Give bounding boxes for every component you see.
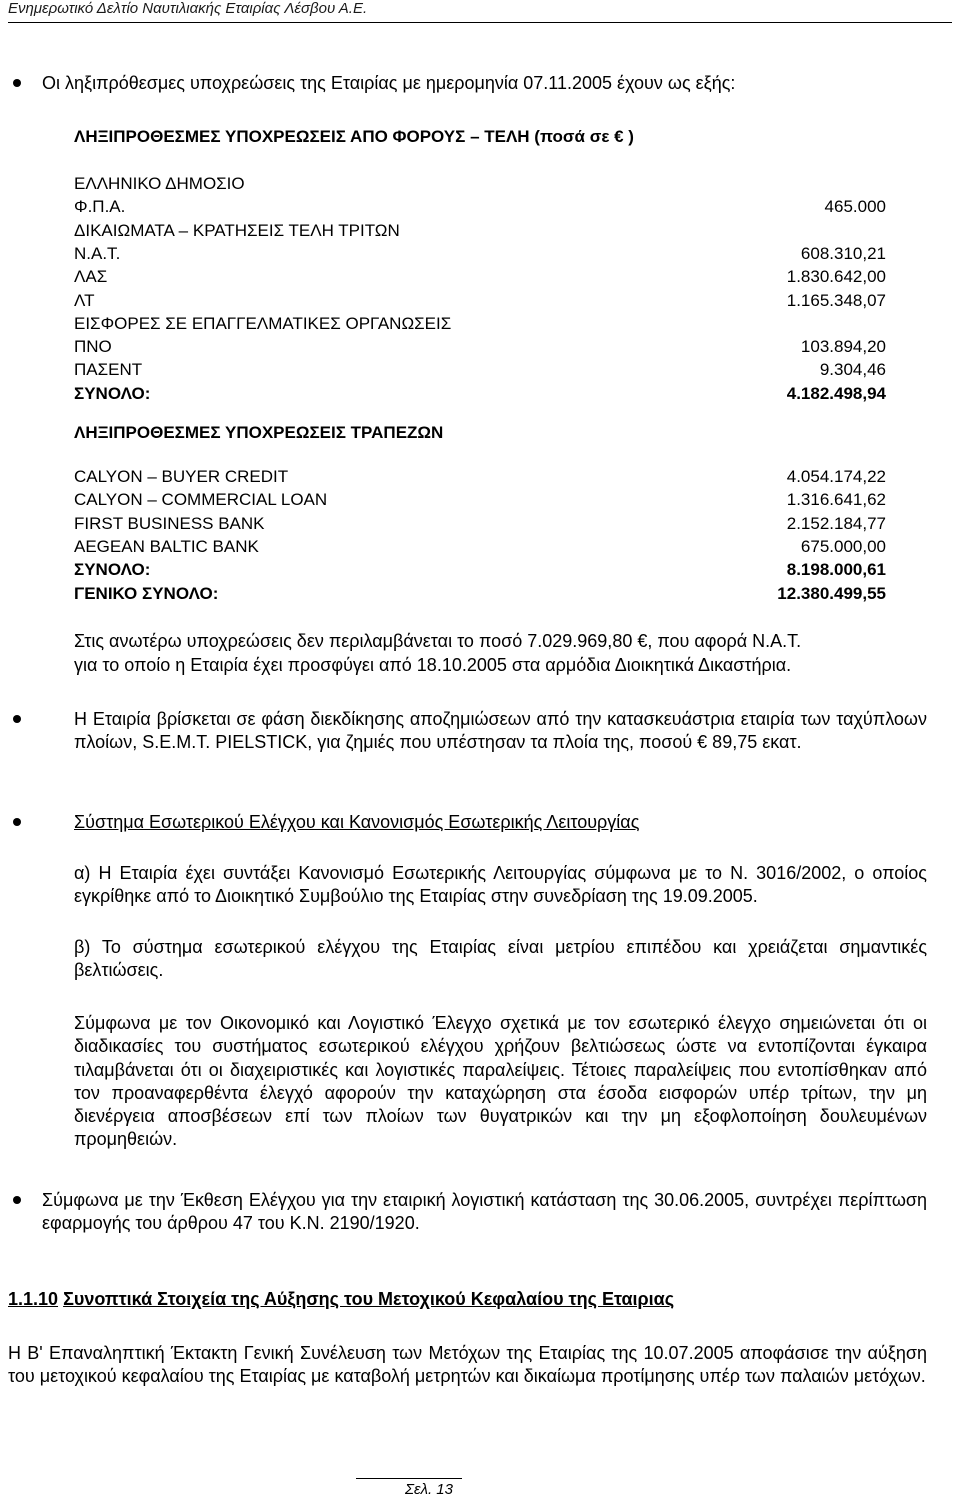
document-header-title: Ενημερωτικό Δελτίο Ναυτιλιακής Εταιρίας Λέσβου Α.Ε. [8,0,368,17]
section-text: Η Β' Επαναληπτική Έκτακτη Γενική Συνέλευση των Μετόχων της Εταιρίας της 10.07.2005 αποφάσισε την αύξηση του μετοχικού κεφαλαίου της Εταιρίας με καταβολή μετρητών και δικαίωμα προτίμησης υπέρ των παλαιών μετόχων. [8,1343,927,1387]
row-value: 4.182.498,94 [786,383,886,403]
row-label: AEGEAN BALTIC BANK [74,536,259,556]
row-value: 2.152.184,77 [786,513,886,533]
control-para-c-text: Σύμφωνα με τον Οικονομικό και Λογιστικό Έλεγχο σχετικά με τον εσωτερικό έλεγχο σημειώνεται ότι οι διαδικασίες του συστήματος εσωτερικού ελέγχου χρήζουν βελτιώσεως ώστε να εντοπίζονται έγκαιρα τιλαμβάνεται ότι οι διαχειριστικές και λογιστικές παραλείψεις. Τέτοιες παραλείψεις που εντοπίσθηκαν από τον προαναφερθέντα έλεγχό αφορούν την καταχώρηση στα έσοδα εισφορών υπέρ τρίτων, την μη διενέργεια αποσβέσεων επί των πλοίων των θυγατρικών και την μη εξοφλοποίηση δουλευμένων προμηθειών. [74,1013,927,1150]
section-title: Συνοπτικά Στοιχεία της Αύξησης του Μετοχικού Κεφαλαίου της Εταιριας [63,1289,675,1309]
control-heading: Σύστημα Εσωτερικού Ελέγχου και Κανονισμός Εσωτερικής Λειτουργίας [74,812,640,832]
control-para-a-text: α) Η Εταιρία έχει συντάξει Κανονισμό Εσωτερικής Λειτουργίας σύμφωνα με το Ν. 3016/2002, ο οποίος εγκρίθηκε από το Διοικητικό Συμβούλιο της Εταιρίας στην συνεδρίαση της 19.09.2005. [74,863,927,907]
control-para-b [74,936,927,983]
row-value: 4.054.174,22 [786,467,886,486]
control-para-a [74,862,927,909]
section-heading [8,1288,674,1311]
audit-text: Σύμφωνα με την Έκθεση Ελέγχου για την εταιρική λογιστική κατάσταση της 30.06.2005, συντρέχει περίπτωση εφαρμογής του άρθρου 47 του Κ.Ν. 2190/1920. [42,1190,927,1234]
row-label: ΛΑΣ [74,267,108,287]
row-label: FIRST BUSINESS BANK [74,513,265,533]
row-label: Φ.Π.Α. [74,197,126,217]
control-para-b-text: β) Το σύστημα εσωτερικού ελέγχου της Εταιρίας είναι μετρίου επιπέδου και χρειάζεται σημαντικές βελτιώσεις. [74,937,927,981]
intro-text: Οι ληξιπρόθεσμες υποχρεώσεις της Εταιρίας με ημερομηνία 07.11.2005 έχουν ως εξής: [42,73,736,93]
row-label: ΣΥΝΟΛΟ: [74,560,151,580]
page-number: Σελ. 13 [405,1481,453,1498]
row-value: 12.380.499,55 [777,583,886,603]
row-value: 675.000,00 [800,536,886,556]
banks-heading: ΛΗΞΙΠΡΟΘΕΣΜΕΣ ΥΠΟΧΡΕΩΣΕΙΣ ΤΡΑΠΕΖΩΝ [74,423,444,442]
control-para-c [74,1012,927,1152]
note-line-2: για το οποίο η Εταιρία έχει προσφύγει από 18.10.2005 στα αρμόδια Διοικητικά Δικαστήρια. [74,655,792,675]
row-label: ΠΝΟ [74,337,112,357]
bullet-icon [13,715,21,723]
row-label: ΕΛΛΗΝΙΚΟ ΔΗΜΟΣΙΟ [74,174,245,193]
header-rule [8,22,952,23]
note-line-1: Στις ανωτέρω υποχρεώσεις δεν περιλαμβάνεται το ποσό 7.029.969,80 €, που αφορά Ν.Α.Τ. [74,631,802,651]
row-label: ΠΑΣΕΝΤ [74,360,143,380]
footer-rule [356,1478,462,1479]
bullet-icon [13,1196,21,1204]
row-label: ΕΙΣΦΟΡΕΣ ΣΕ ΕΠΑΓΓΕΛΜΑΤΙΚΕΣ ΟΡΓΑΝΩΣΕΙΣ [74,313,452,333]
row-label: CALYON – COMMERCIAL LOAN [74,490,328,510]
row-value: 103.894,20 [800,337,886,357]
section-paragraph [8,1342,927,1389]
row-label: Ν.Α.Τ. [74,243,121,263]
row-label: ΣΥΝΟΛΟ: [74,383,151,403]
row-value: 8.198.000,61 [786,560,886,580]
section-number: 1.1.10 [8,1289,59,1309]
row-value: 608.310,21 [800,243,886,263]
taxes-heading: ΛΗΞΙΠΡΟΘΕΣΜΕΣ ΥΠΟΧΡΕΩΣΕΙΣ ΑΠΟ ΦΟΡΟΥΣ – ΤΕΛΗ (ποσά σε € ) [74,127,634,146]
row-label: ΛΤ [74,290,95,310]
row-label: ΔΙΚΑΙΩΜΑΤΑ – ΚΡΑΤΗΣΕΙΣ ΤΕΛΗ ΤΡΙΤΩΝ [74,220,400,240]
bullet-icon [13,79,21,87]
row-label: ΓΕΝΙΚΟ ΣΥΝΟΛΟ: [74,583,219,603]
row-value: 9.304,46 [819,360,886,380]
row-value: 1.316.641,62 [786,490,886,510]
row-label: CALYON – BUYER CREDIT [74,467,289,486]
claim-paragraph [74,708,927,755]
claim-text: Η Εταιρία βρίσκεται σε φάση διεκδίκησης αποζημιώσεων από την κατασκευάστρια εταιρία των ταχύπλοων πλοίων, S.E.M.T. PIELSTICK, για ζημιές που υπέστησαν τα πλοία της, ποσού € 89,75 εκατ. [74,709,927,753]
row-value: 1.830.642,00 [786,267,886,287]
audit-paragraph [42,1189,927,1236]
row-value: 465.000 [824,197,886,217]
row-value: 1.165.348,07 [786,290,886,310]
bullet-icon [13,818,21,826]
